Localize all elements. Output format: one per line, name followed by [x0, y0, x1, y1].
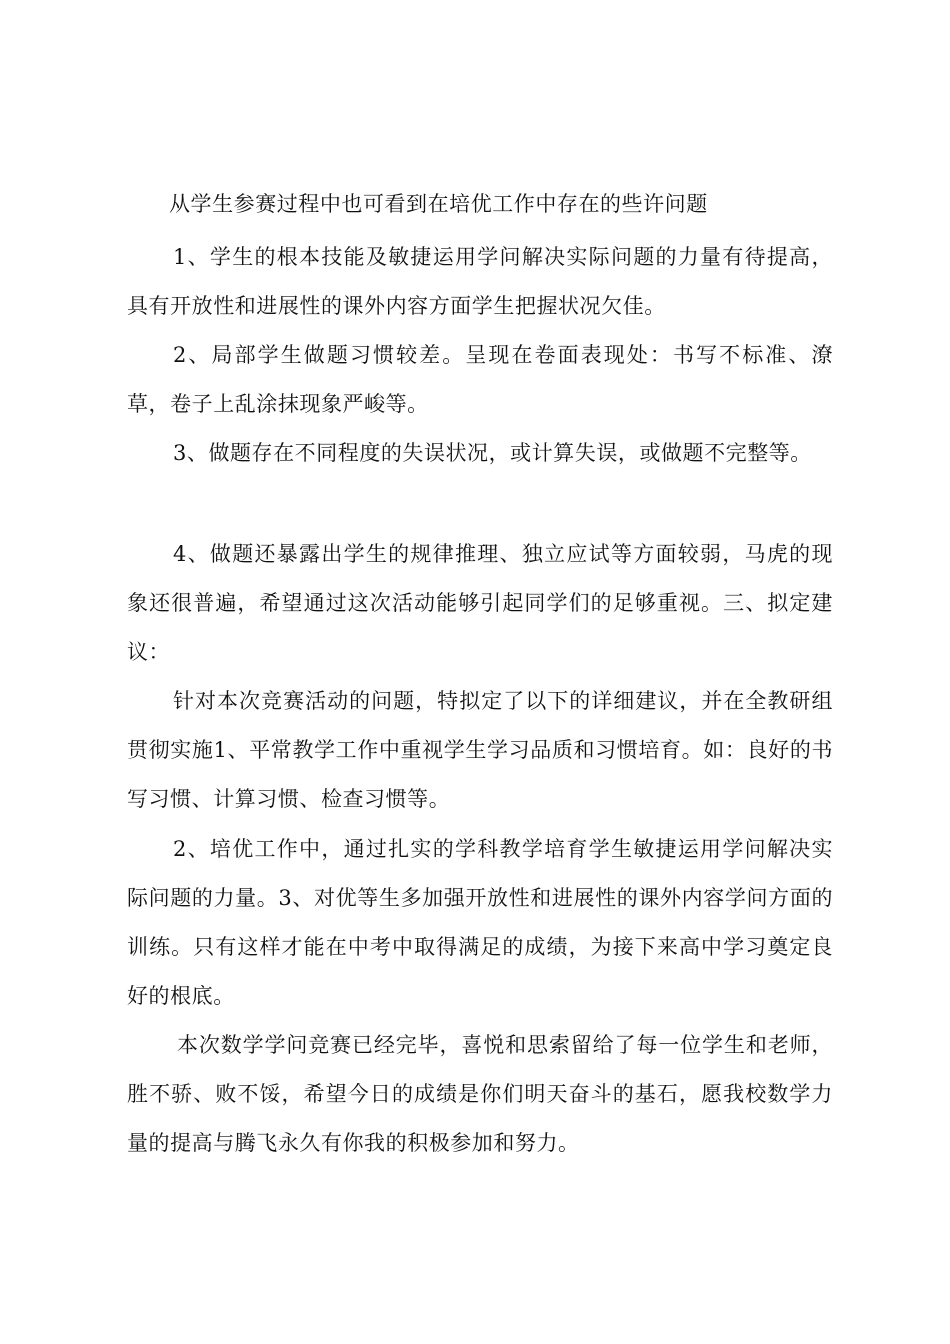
paragraph-conclusion: 本次数学学问竞赛已经完毕，喜悦和思索留给了每一位学生和老师，胜不骄、败不馁，希望今日的成绩是你们明天奋斗的基石，愿我校数学力量的提高与腾飞永久有你我的积极参加和努力。: [127, 1033, 833, 1155]
paragraph-issues-intro: 从学生参赛过程中也可看到在培优工作中存在的些许问题: [169, 192, 708, 216]
paragraph-suggestion-2-3: 2、培优工作中，通过扎实的学科教学培育学生敏捷运用学问解决实际问题的力量。3、对优等生多加强开放性和进展性的课外内容学问方面的训练。只有这样才能在中考中取得满足的成绩，为接下来高中学习奠定良好的根底。: [127, 837, 833, 1008]
paragraph-issue-2: 2、局部学生做题习惯较差。呈现在卷面表现处：书写不标准、潦草，卷子上乱涂抹现象严峻等。: [127, 343, 833, 416]
paragraph-issue-1: 1、学生的根本技能及敏捷运用学问解决实际问题的力量有待提高，具有开放性和进展性的课外内容方面学生把握状况欠佳。: [127, 245, 833, 318]
paragraph-suggestions: 针对本次竞赛活动的问题，特拟定了以下的详细建议，并在全教研组贯彻实施1、平常教学工作中重视学生学习品质和习惯培育。如：良好的书写习惯、计算习惯、检查习惯等。: [127, 689, 833, 811]
paragraph-issue-4: 4、做题还暴露出学生的规律推理、独立应试等方面较弱，马虎的现象还很普遍，希望通过这次活动能够引起同学们的足够重视。三、拟定建议：: [127, 542, 833, 664]
paragraph-issue-3: 3、做题存在不同程度的失误状况，或计算失误，或做题不完整等。: [173, 441, 812, 465]
